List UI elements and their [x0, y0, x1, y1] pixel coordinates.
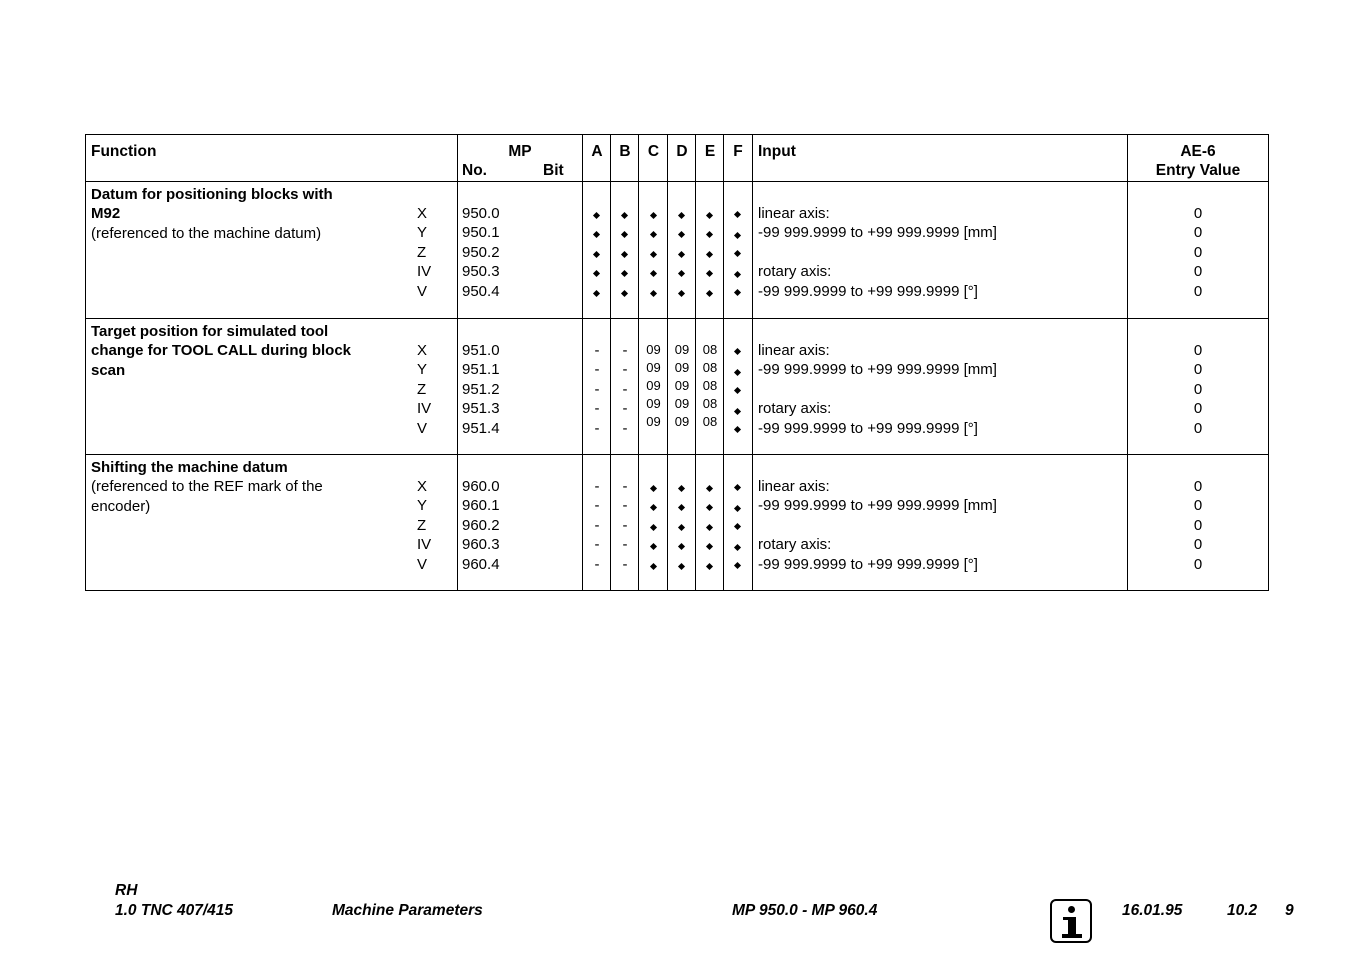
- entry-value: 0: [1193, 536, 1203, 554]
- applicability-diamond: [678, 231, 685, 238]
- applicability-diamond: [593, 212, 600, 219]
- applicability-diamond: [593, 290, 600, 297]
- mp-number: 950.4: [462, 282, 500, 300]
- applicability-diamond: [706, 524, 713, 531]
- axis-label: Y: [417, 361, 428, 379]
- entry-value: 0: [1193, 400, 1203, 418]
- entry-value: 0: [1193, 516, 1203, 534]
- applicability-diamond: [706, 231, 713, 238]
- header-input: Input: [758, 143, 796, 160]
- mp-number: 950.0: [462, 205, 500, 222]
- applicability-diamond: [649, 485, 656, 492]
- applicability-value: 08: [702, 360, 718, 375]
- mp-number: 950.2: [462, 243, 500, 261]
- applicability-diamond: [649, 524, 656, 531]
- applicability-dash: -: [594, 400, 600, 418]
- mp-number: 951.1: [462, 361, 500, 379]
- axis-label: X: [417, 342, 428, 359]
- applicability-diamond: [649, 563, 656, 570]
- axis-label: Z: [417, 243, 427, 261]
- footer-range: MP 950.0 - MP 960.4: [732, 902, 878, 919]
- applicability-diamond: [706, 212, 713, 219]
- applicability-diamond: [649, 270, 656, 277]
- axis-label: IV: [417, 263, 432, 281]
- applicability-diamond: [734, 408, 741, 415]
- function-title: Datum for positioning blocks with: [91, 186, 333, 203]
- applicability-value: 09: [674, 396, 690, 411]
- applicability-diamond: [734, 271, 741, 278]
- applicability-diamond: [649, 251, 656, 258]
- row-divider: [86, 454, 1268, 455]
- applicability-dash: -: [622, 497, 628, 515]
- input-linear-range: -99 999.9999 to +99 999.9999 [mm]: [758, 361, 997, 379]
- applicability-diamond: [706, 485, 713, 492]
- mp-number: 951.0: [462, 342, 500, 359]
- function-description: (referenced to the REF mark of the: [91, 478, 323, 496]
- applicability-value: 09: [674, 360, 690, 375]
- mp-number: 950.3: [462, 263, 500, 281]
- input-rotary-range: -99 999.9999 to +99 999.9999 [°]: [758, 282, 978, 300]
- applicability-value: 09: [646, 396, 661, 411]
- axis-label: IV: [417, 400, 432, 418]
- applicability-diamond: [734, 250, 741, 257]
- footer-page: 9: [1285, 902, 1294, 919]
- applicability-dash: -: [594, 516, 600, 534]
- applicability-diamond: [678, 270, 685, 277]
- header-col-c: C: [647, 143, 660, 160]
- column-divider: [457, 135, 458, 590]
- entry-value: 0: [1193, 243, 1203, 261]
- applicability-diamond: [678, 212, 685, 219]
- input-linear-label: linear axis:: [758, 205, 830, 222]
- header-divider: [86, 181, 1268, 182]
- function-title: change for TOOL CALL during block: [91, 342, 352, 360]
- applicability-dash: -: [594, 380, 600, 398]
- applicability-diamond: [621, 270, 628, 277]
- applicability-dash: -: [594, 342, 600, 359]
- applicability-dash: -: [594, 361, 600, 379]
- applicability-diamond: [734, 211, 741, 218]
- applicability-diamond: [734, 484, 741, 491]
- function-title: Target position for simulated tool: [91, 323, 329, 340]
- function-title: Shifting the machine datum: [91, 459, 288, 476]
- applicability-dash: -: [594, 555, 600, 573]
- entry-value: 0: [1193, 419, 1203, 437]
- row-divider: [86, 318, 1268, 319]
- input-linear-label: linear axis:: [758, 478, 830, 495]
- axis-label: V: [417, 419, 428, 437]
- applicability-diamond: [734, 523, 741, 530]
- applicability-diamond: [621, 251, 628, 258]
- axis-label: Z: [417, 516, 427, 534]
- input-linear-range: -99 999.9999 to +99 999.9999 [mm]: [758, 224, 997, 242]
- entry-value: 0: [1193, 478, 1203, 495]
- applicability-diamond: [649, 231, 656, 238]
- input-rotary-range: -99 999.9999 to +99 999.9999 [°]: [758, 555, 978, 573]
- applicability-value: 09: [646, 414, 661, 429]
- header-function: Function: [91, 143, 157, 160]
- applicability-diamond: [706, 290, 713, 297]
- applicability-diamond: [678, 524, 685, 531]
- applicability-diamond: [734, 369, 741, 376]
- applicability-value: 09: [646, 360, 661, 375]
- header-no: No.: [462, 162, 487, 179]
- entry-value: 0: [1193, 263, 1203, 281]
- applicability-diamond: [734, 505, 741, 512]
- applicability-diamond: [593, 251, 600, 258]
- input-rotary-range: -99 999.9999 to +99 999.9999 [°]: [758, 419, 978, 437]
- applicability-diamond: [649, 543, 656, 550]
- axis-label: X: [417, 478, 428, 495]
- input-linear-label: linear axis:: [758, 342, 830, 359]
- mp-number: 960.2: [462, 516, 500, 534]
- applicability-dash: -: [622, 516, 628, 534]
- mp-number: 951.3: [462, 400, 500, 418]
- applicability-dash: -: [622, 478, 628, 495]
- applicability-diamond: [678, 543, 685, 550]
- footer-version: 1.0 TNC 407/415: [115, 902, 234, 919]
- column-divider: [752, 135, 753, 590]
- applicability-value: 08: [702, 396, 718, 411]
- applicability-value: 08: [702, 378, 718, 393]
- applicability-diamond: [734, 387, 741, 394]
- applicability-diamond: [706, 270, 713, 277]
- applicability-diamond: [734, 289, 741, 296]
- applicability-diamond: [734, 426, 741, 433]
- applicability-dash: -: [622, 536, 628, 554]
- header-bit: Bit: [543, 162, 564, 179]
- entry-value: 0: [1193, 224, 1203, 242]
- applicability-value: 09: [674, 414, 690, 429]
- axis-label: X: [417, 205, 428, 222]
- entry-value: 0: [1193, 342, 1203, 359]
- applicability-diamond: [593, 270, 600, 277]
- mp-number: 951.2: [462, 380, 500, 398]
- applicability-diamond: [734, 562, 741, 569]
- applicability-diamond: [678, 563, 685, 570]
- applicability-dash: -: [594, 478, 600, 495]
- applicability-diamond: [593, 231, 600, 238]
- header-col-e: E: [704, 143, 716, 160]
- header-col-a: A: [591, 143, 603, 160]
- applicability-diamond: [678, 504, 685, 511]
- function-description: (referenced to the machine datum): [91, 224, 322, 242]
- axis-label: V: [417, 282, 428, 300]
- footer-chapter: 10.2: [1227, 902, 1258, 919]
- applicability-diamond: [621, 231, 628, 238]
- header-mp: MP: [508, 143, 532, 160]
- applicability-dash: -: [594, 536, 600, 554]
- header-ae6: AE-6: [1180, 143, 1216, 160]
- entry-value: 0: [1193, 555, 1203, 573]
- applicability-diamond: [734, 232, 741, 239]
- header-col-f: F: [733, 143, 743, 160]
- axis-label: Z: [417, 380, 427, 398]
- applicability-dash: -: [622, 400, 628, 418]
- entry-value: 0: [1193, 497, 1203, 515]
- applicability-dash: -: [622, 555, 628, 573]
- mp-number: 951.4: [462, 419, 500, 437]
- axis-label: Y: [417, 224, 428, 242]
- parameter-table: [85, 134, 1269, 591]
- applicability-value: 09: [674, 378, 690, 393]
- applicability-diamond: [678, 290, 685, 297]
- function-description: encoder): [91, 497, 151, 515]
- applicability-diamond: [678, 485, 685, 492]
- input-linear-range: -99 999.9999 to +99 999.9999 [mm]: [758, 497, 997, 515]
- applicability-dash: -: [594, 497, 600, 515]
- entry-value: 0: [1193, 205, 1203, 222]
- axis-label: IV: [417, 536, 432, 554]
- applicability-value: 09: [646, 378, 661, 393]
- axis-label: Y: [417, 497, 428, 515]
- applicability-diamond: [706, 251, 713, 258]
- function-title: scan: [91, 361, 126, 379]
- applicability-value: 08: [702, 414, 718, 429]
- header-entry-value: Entry Value: [1155, 162, 1241, 179]
- applicability-dash: -: [622, 419, 628, 437]
- header-col-b: B: [619, 143, 631, 160]
- applicability-diamond: [621, 290, 628, 297]
- applicability-diamond: [649, 290, 656, 297]
- input-rotary-label: rotary axis:: [758, 536, 832, 554]
- input-rotary-label: rotary axis:: [758, 400, 832, 418]
- applicability-diamond: [706, 504, 713, 511]
- mp-number: 960.1: [462, 497, 500, 515]
- applicability-diamond: [621, 212, 628, 219]
- input-rotary-label: rotary axis:: [758, 263, 832, 281]
- applicability-dash: -: [622, 361, 628, 379]
- mp-number: 950.1: [462, 224, 500, 242]
- footer-section: Machine Parameters: [332, 902, 483, 919]
- applicability-diamond: [734, 348, 741, 355]
- footer-date: 16.01.95: [1122, 902, 1183, 919]
- applicability-value: 08: [702, 342, 718, 357]
- axis-label: V: [417, 555, 428, 573]
- info-icon: [1050, 899, 1092, 943]
- applicability-diamond: [678, 251, 685, 258]
- applicability-dash: -: [622, 380, 628, 398]
- function-title: M92: [91, 205, 121, 223]
- footer-author: RH: [115, 882, 138, 899]
- applicability-diamond: [734, 544, 741, 551]
- mp-number: 960.4: [462, 555, 500, 573]
- entry-value: 0: [1193, 380, 1203, 398]
- applicability-diamond: [706, 543, 713, 550]
- mp-number: 960.0: [462, 478, 500, 495]
- mp-number: 960.3: [462, 536, 500, 554]
- applicability-diamond: [649, 212, 656, 219]
- header-col-d: D: [676, 143, 688, 160]
- applicability-dash: -: [622, 342, 628, 359]
- applicability-diamond: [706, 563, 713, 570]
- entry-value: 0: [1193, 361, 1203, 379]
- applicability-value: 09: [646, 342, 661, 357]
- applicability-diamond: [649, 504, 656, 511]
- applicability-dash: -: [594, 419, 600, 437]
- applicability-value: 09: [674, 342, 690, 357]
- entry-value: 0: [1193, 282, 1203, 300]
